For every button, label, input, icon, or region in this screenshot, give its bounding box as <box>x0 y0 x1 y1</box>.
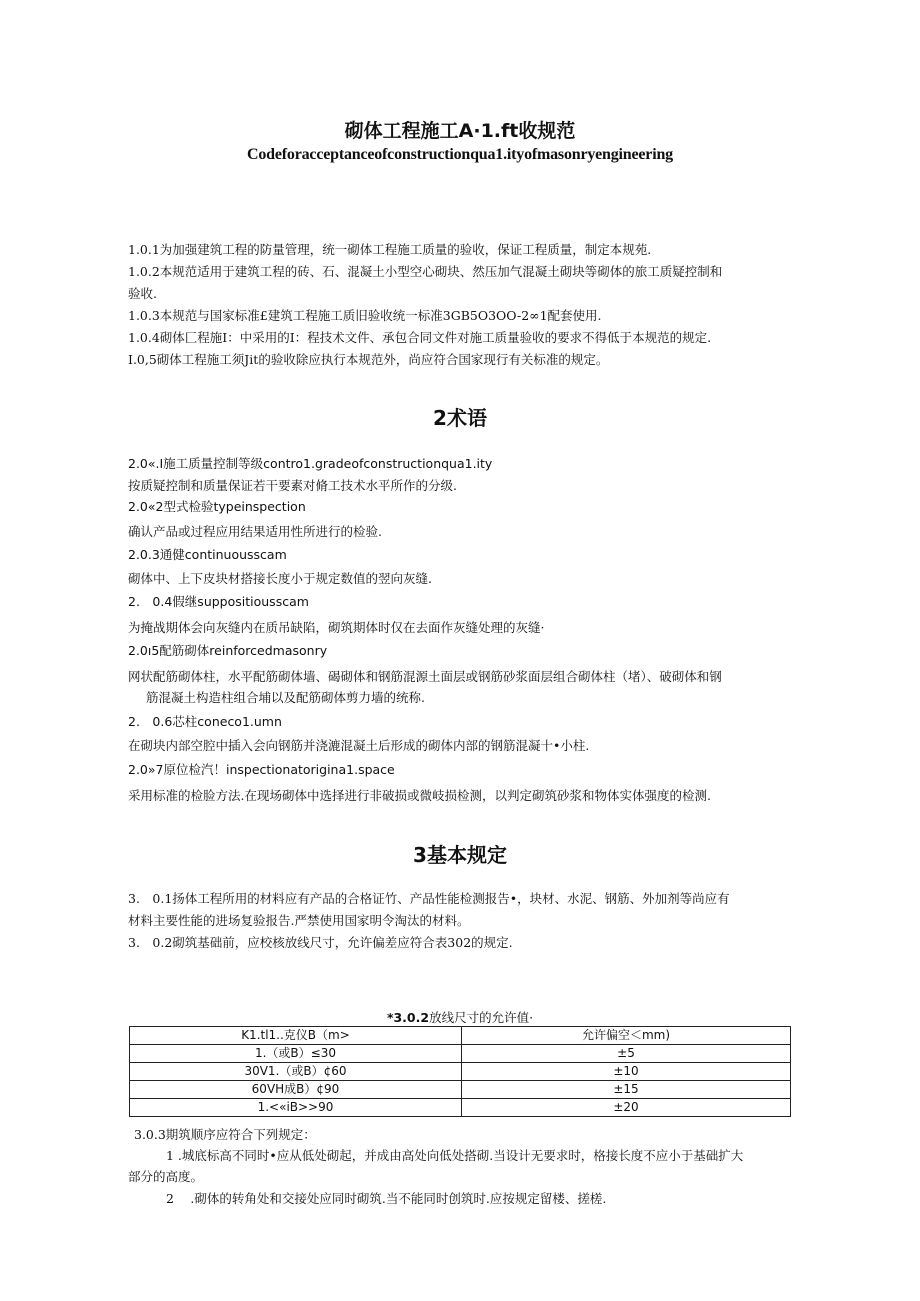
term-2-0-4: 2. 0.4假继suppositiousscam <box>128 594 309 609</box>
section-3-heading: 3基本规定 <box>413 843 507 867</box>
clause-3-0-3-item-2: 2 .砌体的转角处和交接处应同时砌筑.当不能同时创筑时.应按规定留楼、搓槎. <box>166 1191 607 1206</box>
clause-3-0-1: 3. 0.1扬体工程所用的材料应有产品的合格证竹、产品性能检测报告•，块材、水泥、钢筋、外加剂等尚应有 <box>128 891 730 906</box>
term-2-0-6: 2. 0.6芯柱coneco1.umn <box>128 714 282 729</box>
clause-1-0-2: 1.0.2本规范适用于建筑工程的砖、石、混凝土小型空心砌块、然压加气混凝土砌块等砌体的旅工质疑控制和 <box>128 264 723 279</box>
term-2-0-6-def: 在砌块内部空腔中插入会向钢筋并浇漉混凝土后形成的砌体内部的钢筋混凝十•小柱. <box>128 738 590 753</box>
table-cell-tolerance: ±5 <box>462 1045 791 1063</box>
clause-1-0-4: 1.0.4砌体匚程施I：中采用的I：程技术文件、承包合同文件对施工质量验收的要求不得低于本规范的规定. <box>128 330 712 345</box>
table-row <box>130 1081 791 1099</box>
term-2-0-5-def: 网状配筋砌体柱，水平配筋砌体墙、碣砌体和钢筋混源土面层或钢筋砂浆面层组合砌体柱（堵）、破砌体和钢 <box>128 669 722 684</box>
clause-3-0-3-item-1: 1 .城底标高不同时•应从低处砌起，并成由高处向低处搭砌.当设计无要求时，格接长度不应小于基础扩大 <box>166 1148 744 1163</box>
table-row <box>130 1045 791 1063</box>
table-header-length: K1.tl1..克仪B（m> <box>130 1027 462 1045</box>
document-title-cn: 砌体工程施工A·1.ft收规范 <box>344 120 576 142</box>
term-2-0-5: 2.0ı5配筋砌体reinforcedmasonry <box>128 643 328 658</box>
clause-1-0-5: I.0,5砌体工程施工须Jit的验收除应执行本规范外，尚应符合国家现行有关标准的规定。 <box>128 352 609 367</box>
clause-1-0-1: 1.0.1为加强建筑工程的防量管理，统一砌体工程施工质量的验收，保证工程质量，制定本规苑. <box>128 242 652 257</box>
table-caption <box>0 1008 920 1026</box>
clause-3-0-3-item-1-cont: 部分的高度。 <box>128 1169 204 1184</box>
term-2-0-7: 2.0»7原位检汽！inspectionatorigina1.space <box>128 762 395 777</box>
table-cell-length: 30V1.（或B）¢60 <box>130 1063 462 1081</box>
table-header-tolerance: 允许偏空＜mm) <box>462 1027 791 1045</box>
table-cell-length: 1.（或B）≤30 <box>130 1045 462 1063</box>
table-cell-length: 1.<«iB>>90 <box>130 1099 462 1117</box>
term-2-0-1-def: 按质疑控制和质量保证若干要素对脩工技术水平所作的分级. <box>128 478 457 493</box>
table-row <box>130 1063 791 1081</box>
table-cell-tolerance: ±10 <box>462 1063 791 1081</box>
term-2-0-7-def: 采用标准的检脸方法.在现场砌体中选择进行非破损或微岐损检测，以判定砌筑砂浆和物体实体强度的检测. <box>128 788 711 803</box>
table-caption-number: *3.0.2 <box>386 1010 430 1025</box>
term-2-0-2-def: 确认产品或过程应用结果适用性所进行的检验. <box>128 524 382 539</box>
table-cell-tolerance: ±20 <box>462 1099 791 1117</box>
term-2-0-2: 2.0«2型式检验typeinspection <box>128 499 306 514</box>
table-row <box>130 1099 791 1117</box>
term-2-0-5-def-cont: 筋混凝土构造柱组合埔以及配筋砌体剪力墙的统称. <box>146 690 425 705</box>
section-2-heading: 2术语 <box>433 406 487 430</box>
clause-3-0-1-cont: 材料主要性能的进场复验报告.严禁使用国家明令淘汰的材料。 <box>128 913 470 928</box>
table-cell-tolerance: ±15 <box>462 1081 791 1099</box>
table-header-row <box>130 1027 791 1045</box>
clause-3-0-2: 3. 0.2砌筑基础前，应校核放线尺寸，允许偏差应符合表302的规定. <box>128 935 513 950</box>
term-2-0-3: 2.0.3通健continuousscam <box>128 547 287 562</box>
tolerance-table <box>129 1026 791 1117</box>
term-2-0-1: 2.0«.I施工质量控制等级contro1.gradeofconstructionqua1.ity <box>128 456 493 471</box>
clause-3-0-3: 3.0.3期筑顺序应符合下列规定： <box>134 1127 316 1142</box>
clause-1-0-2-cont: 验收. <box>128 286 157 301</box>
document-title-en: Codeforacceptanceofconstructionqua1.ityofmasonryengineering <box>247 146 673 163</box>
table-cell-length: 60VH成B）¢90 <box>130 1081 462 1099</box>
table-caption-text: 放线尺寸的允许值· <box>429 1010 534 1025</box>
term-2-0-4-def: 为掩战期体会向灰缝内在质吊缺陷，砌筑期体时仅在去面作灰缝处理的灰缝· <box>128 620 545 635</box>
term-2-0-3-def: 砌体中、上下皮块材搭接长度小于规定数值的翌向灰缝. <box>128 571 432 586</box>
clause-1-0-3: 1.0.3本规范与国家标准£建筑工程施工质旧验收统一标准3GB5O3OO-2∞1配套使用. <box>128 308 602 323</box>
